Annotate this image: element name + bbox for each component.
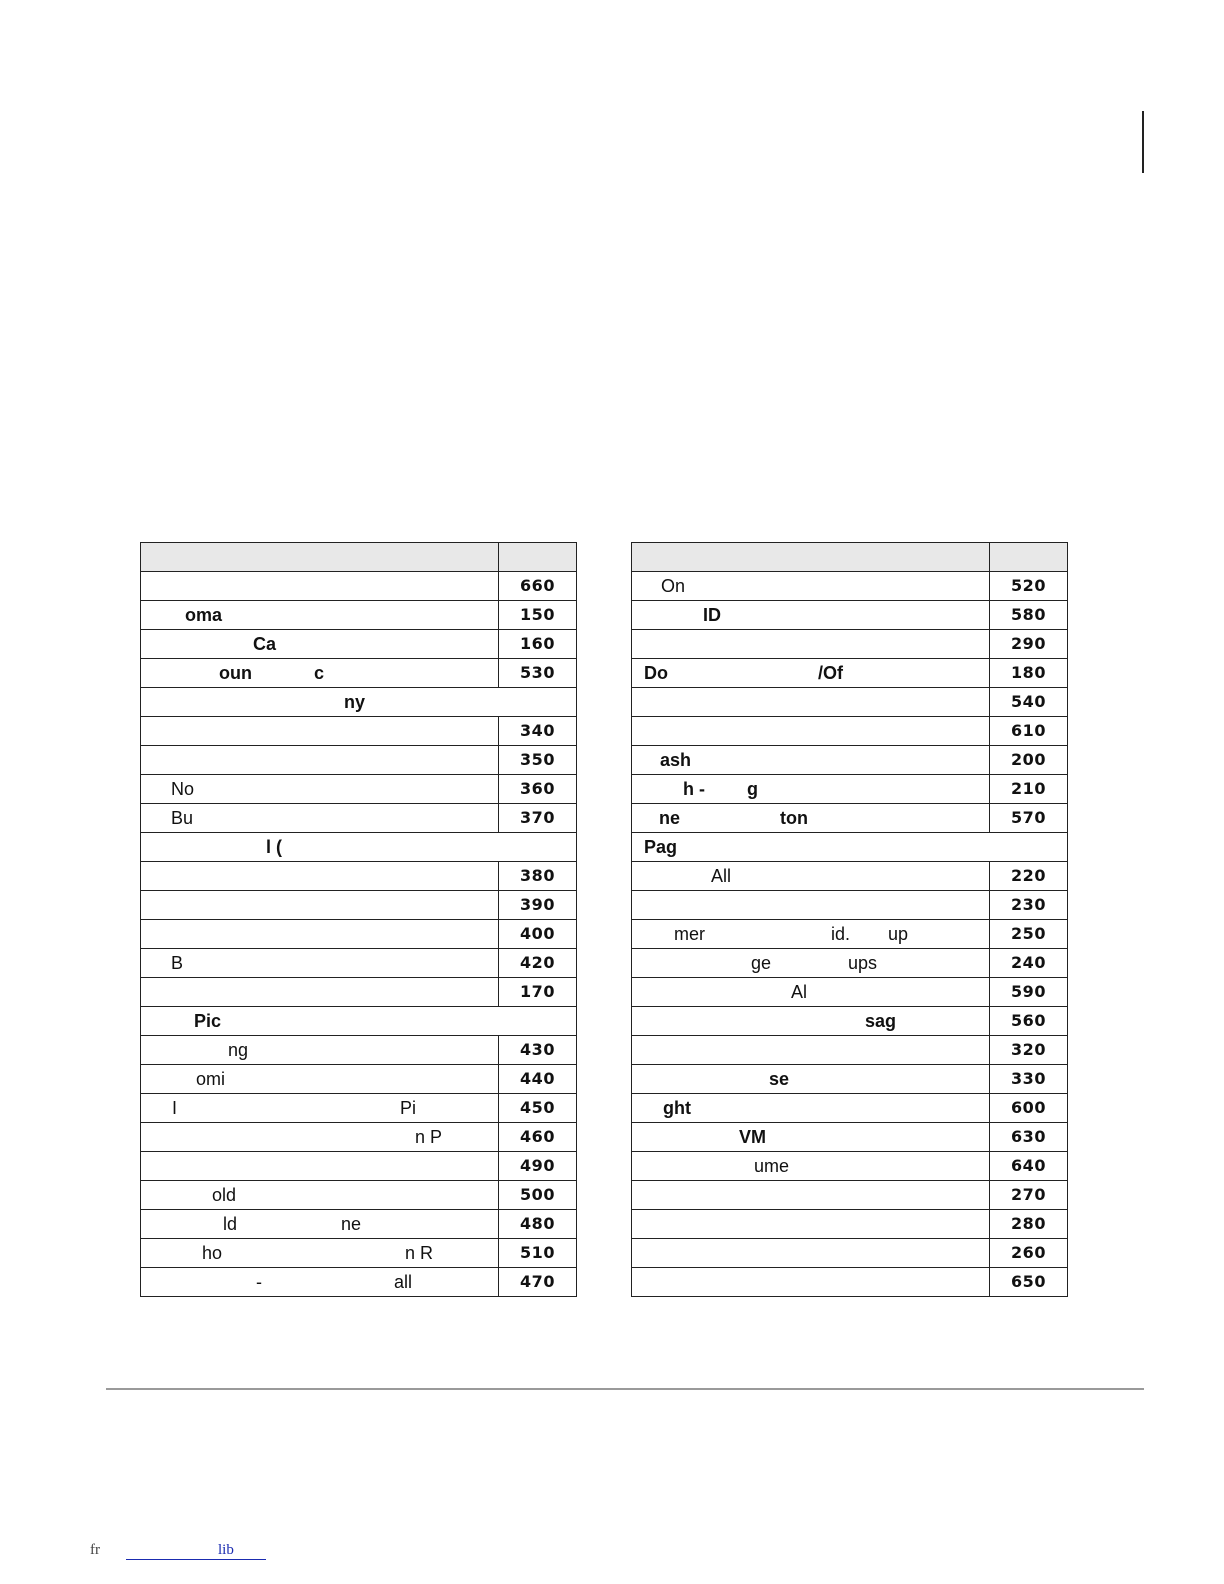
feature-name-cell <box>632 775 990 804</box>
header-feature-cell <box>632 543 990 572</box>
feature-code-cell: 470 <box>499 1268 577 1297</box>
header-code-cell <box>990 543 1068 572</box>
feature-name-cell <box>632 1123 990 1152</box>
table-row <box>141 659 577 688</box>
feature-code-cell: 490 <box>499 1152 577 1181</box>
feature-name-cell <box>632 630 990 659</box>
section-heading-cell <box>141 688 577 717</box>
feature-name-text: Pic <box>194 1011 222 1031</box>
feature-name-cell <box>632 572 990 601</box>
feature-code-cell: 360 <box>499 775 577 804</box>
feature-code-cell: 540 <box>990 688 1068 717</box>
feature-code-cell: 650 <box>990 1268 1068 1297</box>
feature-name-cell <box>141 1152 499 1181</box>
feature-code-cell: 270 <box>990 1181 1068 1210</box>
table-row <box>632 1210 1068 1239</box>
header-code-cell <box>499 543 577 572</box>
feature-name-text: ho <box>202 1243 223 1263</box>
feature-name-cell <box>141 949 499 978</box>
feature-name-text: id. <box>831 924 851 944</box>
feature-code-cell: 210 <box>990 775 1068 804</box>
table-row <box>141 601 577 630</box>
feature-name-text: up <box>888 924 909 944</box>
table-row <box>632 1239 1068 1268</box>
table-row <box>141 1181 577 1210</box>
feature-code-cell: 480 <box>499 1210 577 1239</box>
feature-code-cell: 460 <box>499 1123 577 1152</box>
feature-name-text: ge <box>751 953 772 973</box>
feature-code-cell: 570 <box>990 804 1068 833</box>
feature-code-cell: 170 <box>499 978 577 1007</box>
table-row <box>141 717 577 746</box>
feature-name-text: mer <box>674 924 705 944</box>
feature-code-cell: 180 <box>990 659 1068 688</box>
table-row <box>632 1123 1068 1152</box>
feature-code-cell: 640 <box>990 1152 1068 1181</box>
feature-code-cell: 320 <box>990 1036 1068 1065</box>
table-section-row <box>141 1007 577 1036</box>
table-row <box>141 775 577 804</box>
table-row <box>141 1152 577 1181</box>
footer-prefix: fr <box>90 1542 100 1558</box>
feature-name-text: oma <box>185 605 223 625</box>
table-row <box>141 1036 577 1065</box>
feature-name-text: se <box>769 1069 790 1089</box>
feature-name-text: I <box>172 1098 178 1118</box>
feature-name-cell <box>632 688 990 717</box>
table-row <box>141 920 577 949</box>
table-row <box>632 572 1068 601</box>
feature-name-text: ng <box>228 1040 249 1060</box>
section-heading-cell <box>141 833 577 862</box>
section-heading-cell <box>141 1007 577 1036</box>
feature-code-cell: 440 <box>499 1065 577 1094</box>
feature-code-table-left <box>140 542 577 1297</box>
feature-name-cell <box>141 978 499 1007</box>
table-row <box>141 949 577 978</box>
feature-code-cell: 290 <box>990 630 1068 659</box>
feature-name-cell <box>141 630 499 659</box>
feature-name-cell <box>632 949 990 978</box>
feature-name-text: No <box>171 779 195 799</box>
feature-code-cell: 280 <box>990 1210 1068 1239</box>
table-row <box>632 688 1068 717</box>
feature-name-text: n P <box>415 1127 443 1147</box>
feature-code-cell: 420 <box>499 949 577 978</box>
feature-code-cell: 350 <box>499 746 577 775</box>
feature-name-cell <box>141 659 499 688</box>
feature-name-text: l ( <box>266 837 282 857</box>
feature-name-cell <box>632 1065 990 1094</box>
table-row <box>141 1210 577 1239</box>
table-row <box>632 804 1068 833</box>
feature-code-cell: 580 <box>990 601 1068 630</box>
feature-name-cell <box>632 1094 990 1123</box>
feature-name-text: h - <box>683 779 705 799</box>
feature-name-text: Al <box>791 982 808 1002</box>
table-row <box>632 1181 1068 1210</box>
feature-name-cell <box>632 920 990 949</box>
feature-code-cell: 240 <box>990 949 1068 978</box>
feature-name-text: ups <box>848 953 878 973</box>
table-row <box>632 746 1068 775</box>
feature-name-cell <box>632 746 990 775</box>
table-row <box>632 949 1068 978</box>
table-row <box>632 630 1068 659</box>
feature-name-text: ne <box>341 1214 362 1234</box>
table-row <box>632 891 1068 920</box>
feature-name-text: ne <box>659 808 681 828</box>
feature-name-text: Pi <box>400 1098 417 1118</box>
feature-name-text: Bu <box>171 808 194 828</box>
feature-name-cell <box>141 746 499 775</box>
feature-name-cell <box>632 1268 990 1297</box>
feature-name-text: ton <box>780 808 808 828</box>
feature-name-text: VM <box>739 1127 766 1147</box>
table-row <box>632 920 1068 949</box>
feature-code-table-right <box>631 542 1068 1297</box>
feature-name-cell <box>141 862 499 891</box>
table-row <box>141 1268 577 1297</box>
feature-name-text: On <box>661 576 686 596</box>
feature-name-text: Ca <box>253 634 277 654</box>
table-row <box>632 1152 1068 1181</box>
table-row <box>632 978 1068 1007</box>
feature-name-text: /Of <box>818 663 843 683</box>
feature-name-cell <box>632 1152 990 1181</box>
feature-name-cell <box>141 1094 499 1123</box>
feature-name-cell <box>632 1036 990 1065</box>
table-row <box>141 572 577 601</box>
feature-name-cell <box>141 804 499 833</box>
footer-link[interactable] <box>126 1542 266 1560</box>
feature-code-cell: 390 <box>499 891 577 920</box>
table-row <box>632 717 1068 746</box>
feature-name-cell <box>632 1007 990 1036</box>
feature-name-cell <box>141 1268 499 1297</box>
footer-rule <box>106 1388 1144 1390</box>
header-feature-cell <box>141 543 499 572</box>
feature-name-cell <box>632 862 990 891</box>
table-row <box>141 1065 577 1094</box>
feature-name-cell <box>632 978 990 1007</box>
feature-name-cell <box>141 1123 499 1152</box>
feature-code-cell: 630 <box>990 1123 1068 1152</box>
feature-name-cell <box>141 1239 499 1268</box>
table-row <box>141 746 577 775</box>
feature-name-cell <box>141 601 499 630</box>
feature-name-text: oun <box>219 663 252 683</box>
table-row <box>632 1094 1068 1123</box>
feature-name-text: old <box>212 1185 237 1205</box>
feature-code-cell: 400 <box>499 920 577 949</box>
table-row <box>141 1094 577 1123</box>
feature-code-cell: 380 <box>499 862 577 891</box>
footer-link-text[interactable]: lib <box>218 1542 234 1558</box>
feature-name-cell <box>632 1239 990 1268</box>
table-section-row <box>141 833 577 862</box>
feature-code-cell: 230 <box>990 891 1068 920</box>
feature-name-cell <box>141 1036 499 1065</box>
table-row <box>141 1239 577 1268</box>
feature-name-text: n R <box>405 1243 434 1263</box>
feature-name-cell <box>632 891 990 920</box>
feature-name-text: ny <box>344 692 366 712</box>
feature-name-text: all <box>394 1272 413 1292</box>
feature-code-cell: 500 <box>499 1181 577 1210</box>
feature-name-cell <box>632 717 990 746</box>
feature-name-cell <box>141 1181 499 1210</box>
feature-code-cell: 150 <box>499 601 577 630</box>
feature-code-cell: 250 <box>990 920 1068 949</box>
feature-name-cell <box>632 1181 990 1210</box>
table-row <box>632 601 1068 630</box>
table-row <box>632 1065 1068 1094</box>
feature-code-cell: 590 <box>990 978 1068 1007</box>
feature-code-cell: 220 <box>990 862 1068 891</box>
feature-name-text: g <box>747 779 758 799</box>
feature-name-text: omi <box>196 1069 226 1089</box>
section-heading-cell <box>632 833 1068 862</box>
table-row <box>141 1123 577 1152</box>
table-row <box>632 775 1068 804</box>
margin-change-bar <box>1142 111 1144 173</box>
feature-code-cell: 520 <box>990 572 1068 601</box>
table-section-row <box>632 833 1068 862</box>
feature-name-cell <box>632 1210 990 1239</box>
feature-name-text: sag <box>865 1011 897 1031</box>
feature-name-cell <box>632 601 990 630</box>
feature-code-cell: 160 <box>499 630 577 659</box>
feature-name-cell <box>141 1065 499 1094</box>
feature-name-text: c <box>314 663 325 683</box>
table-section-row <box>141 688 577 717</box>
table-row <box>141 891 577 920</box>
feature-code-cell: 450 <box>499 1094 577 1123</box>
table-row <box>632 1007 1068 1036</box>
feature-name-text: B <box>171 953 184 973</box>
feature-code-cell: 660 <box>499 572 577 601</box>
feature-name-cell <box>141 891 499 920</box>
feature-code-cell: 560 <box>990 1007 1068 1036</box>
feature-code-cell: 340 <box>499 717 577 746</box>
feature-name-text: ght <box>663 1098 691 1118</box>
feature-name-cell <box>632 804 990 833</box>
feature-code-cell: 610 <box>990 717 1068 746</box>
feature-code-cell: 430 <box>499 1036 577 1065</box>
table-row <box>141 978 577 1007</box>
feature-code-cell: 330 <box>990 1065 1068 1094</box>
feature-name-text: ID <box>703 605 721 625</box>
feature-name-cell <box>141 775 499 804</box>
feature-name-cell <box>141 572 499 601</box>
feature-name-text: Pag <box>644 837 678 857</box>
feature-name-cell <box>632 659 990 688</box>
feature-name-cell <box>141 920 499 949</box>
table-row <box>141 862 577 891</box>
feature-name-text: ld <box>223 1214 238 1234</box>
table-row <box>141 804 577 833</box>
feature-name-text: All <box>711 866 732 886</box>
table-row <box>141 630 577 659</box>
table-row <box>632 659 1068 688</box>
feature-name-text: Do <box>644 663 668 683</box>
feature-name-cell <box>141 717 499 746</box>
feature-code-cell: 530 <box>499 659 577 688</box>
table-row <box>632 1268 1068 1297</box>
table-row <box>632 1036 1068 1065</box>
feature-code-cell: 510 <box>499 1239 577 1268</box>
feature-code-cell: 260 <box>990 1239 1068 1268</box>
feature-name-text: - <box>256 1272 262 1292</box>
feature-name-cell <box>141 1210 499 1239</box>
feature-code-cell: 370 <box>499 804 577 833</box>
table-header-row <box>141 543 577 572</box>
table-header-row <box>632 543 1068 572</box>
feature-code-cell: 600 <box>990 1094 1068 1123</box>
table-row <box>632 862 1068 891</box>
feature-name-text: ume <box>754 1156 790 1176</box>
feature-code-cell: 200 <box>990 746 1068 775</box>
feature-name-text: ash <box>660 750 692 770</box>
